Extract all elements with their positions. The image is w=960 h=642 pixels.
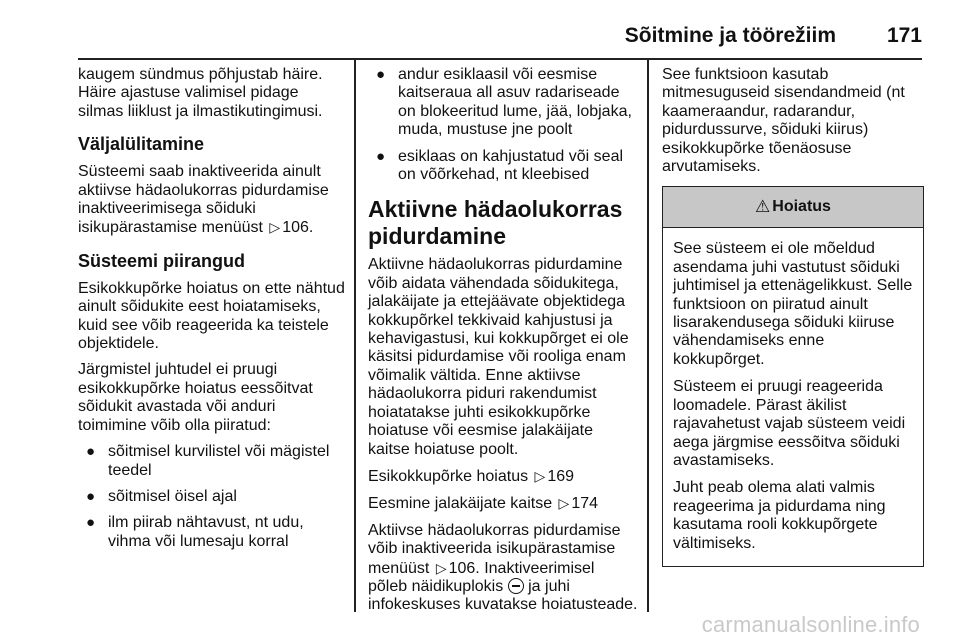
warning-paragraph-3: Juht peab olema alati valmis reageerima ja pidurdama ning kasutama rooli kokkupõrgete vältimiseks.: [673, 479, 886, 552]
page-header: [78, 22, 922, 60]
bullet-icon: ●: [376, 66, 386, 83]
warning-title: Hoiatus: [772, 198, 831, 216]
brake-system-warning-lamp-icon: [508, 578, 524, 594]
limits-list-continued: [368, 66, 638, 184]
page-ref-arrow-icon: ▷: [269, 219, 281, 236]
bullet-icon: ●: [86, 514, 96, 532]
list-item: ● sõitmisel öisel ajal: [86, 487, 237, 505]
paragraph-deactivation: Aktiivse hädaolukorras pidurdamise võib inaktiveerida isikupärastamise menüüst ▷ 106. Inaktiveerimisel põleb näidikuplokis ja juhi infokeskuses kuvatakse hoiatusteade.: [368, 521, 638, 614]
column-3: [662, 66, 924, 567]
page-ref-link[interactable]: 106.: [282, 219, 314, 237]
bullet-icon: ●: [86, 487, 96, 505]
paragraph-disable: [78, 163, 348, 238]
warning-triangle-icon: ⚠: [755, 197, 771, 217]
list-item: ● andur esiklaasil või eesmise kaitseraua all asuv radariseade on blokeeritud lume, jää, lobjaka, muda, mustuse jne poolt: [376, 66, 632, 139]
warning-paragraph-2: Süsteem ei pruugi reageerida loomadele. Pärast äkilist rajavahetust vajab süsteem veidi aega järgmise eessõitva sõiduki avastamiseks.: [673, 378, 906, 469]
limits-list: [78, 443, 348, 551]
page-ref-link[interactable]: 174: [571, 495, 599, 513]
intro-paragraph: kaugem sündmus põhjustab häire. Häire ajastuse valimisel pidage silmas liiklust ja ilmastikutingimusi.: [78, 66, 323, 120]
page-title: Sõitmine ja töörežiim: [624, 24, 836, 47]
disable-text: Süsteemi saab inaktiveerida ainult aktiivse hädaolukorras pidurdamise inaktiveerimisega sõiduki isikupärastamise menüüst: [78, 163, 329, 237]
warning-body: [663, 228, 923, 566]
column-2: [368, 66, 638, 623]
heading-limits: Süsteemi piirangud: [78, 250, 246, 271]
column-divider: [647, 60, 649, 612]
paragraph-limits-1: Esikokkupõrke hoiatus on ette nähtud ainult sõidukite eest hoiatamiseks, kuid see võib reageerida ka teistele objektidele.: [78, 279, 345, 353]
page-ref-link[interactable]: 106.: [448, 559, 480, 577]
ref-pedestrian-protection: Eesmine jalakäijate kaitse ▷ 174: [368, 495, 599, 513]
warning-paragraph-1: See süsteem ei ole mõeldud asendama juhi vastutust sõiduki juhtimisel ja ettenägelikkust. Selle funktsioon on piiratud ainult lisarakendusega sõiduki kiiruse vähendamiseks enne kokkupõrget.: [673, 240, 913, 368]
paragraph-aeb: Aktiivne hädaolukorras pidurdamine võib aidata vähendada sõidukitega, jalakäijate ja ettejäävate objektidega kokkupõrkel tekkivaid kahjustusi ja kehavigastusi, kui kokkupõrget ei ole käsitsi pidurdamise või rooliga enam võimalik vältida. Enne aktiivse hädaolukorra piduri rakendumist hoiatatakse juhti esikokkupõrke hoiatuse või eesmise jalakäijate kaitse hoiatuse poolt.: [368, 256, 629, 458]
page-ref-arrow-icon: ▷: [534, 467, 546, 484]
bullet-icon: ●: [86, 443, 96, 461]
page-ref-link[interactable]: 169: [547, 467, 575, 485]
list-item: ● ilm piirab nähtavust, nt udu, vihma või lumesaju korral: [86, 514, 304, 550]
ref-forward-collision-alert: Esikokkupõrke hoiatus ▷ 169: [368, 467, 575, 485]
warning-header: [663, 187, 923, 228]
list-item: ● esiklaas on kahjustatud või seal on võõrkehad, nt kleebised: [376, 147, 624, 184]
page-ref-arrow-icon: ▷: [435, 559, 447, 576]
warning-box: [662, 186, 924, 567]
bullet-icon: ●: [376, 147, 386, 165]
paragraph-function: See funktsioon kasutab mitmesuguseid sisendandmeid (nt kaameraandur, radarandur, pidurdussurve, sõiduki kiirus) esikokkupõrke tõenäosuse arvutamiseks.: [662, 66, 905, 176]
watermark: carmanualsonline.info: [701, 612, 920, 637]
heading-disable: Väljalülitamine: [78, 134, 205, 155]
list-item: ● sõitmisel kurvilistel või mägistel teedel: [86, 443, 330, 479]
page-ref-arrow-icon: ▷: [558, 495, 570, 512]
heading-active-emergency-braking: Aktiivne hädaolukorras pidurdamine: [368, 196, 623, 250]
paragraph-limits-2: Järgmistel juhtudel ei pruugi esikokkupõrke hoiatus eessõitvat sõidukit avastada või anduri toimimine võib olla piiratud:: [78, 361, 313, 434]
column-1: [78, 66, 348, 559]
page-number: 171: [886, 24, 922, 47]
column-divider: [354, 60, 356, 612]
